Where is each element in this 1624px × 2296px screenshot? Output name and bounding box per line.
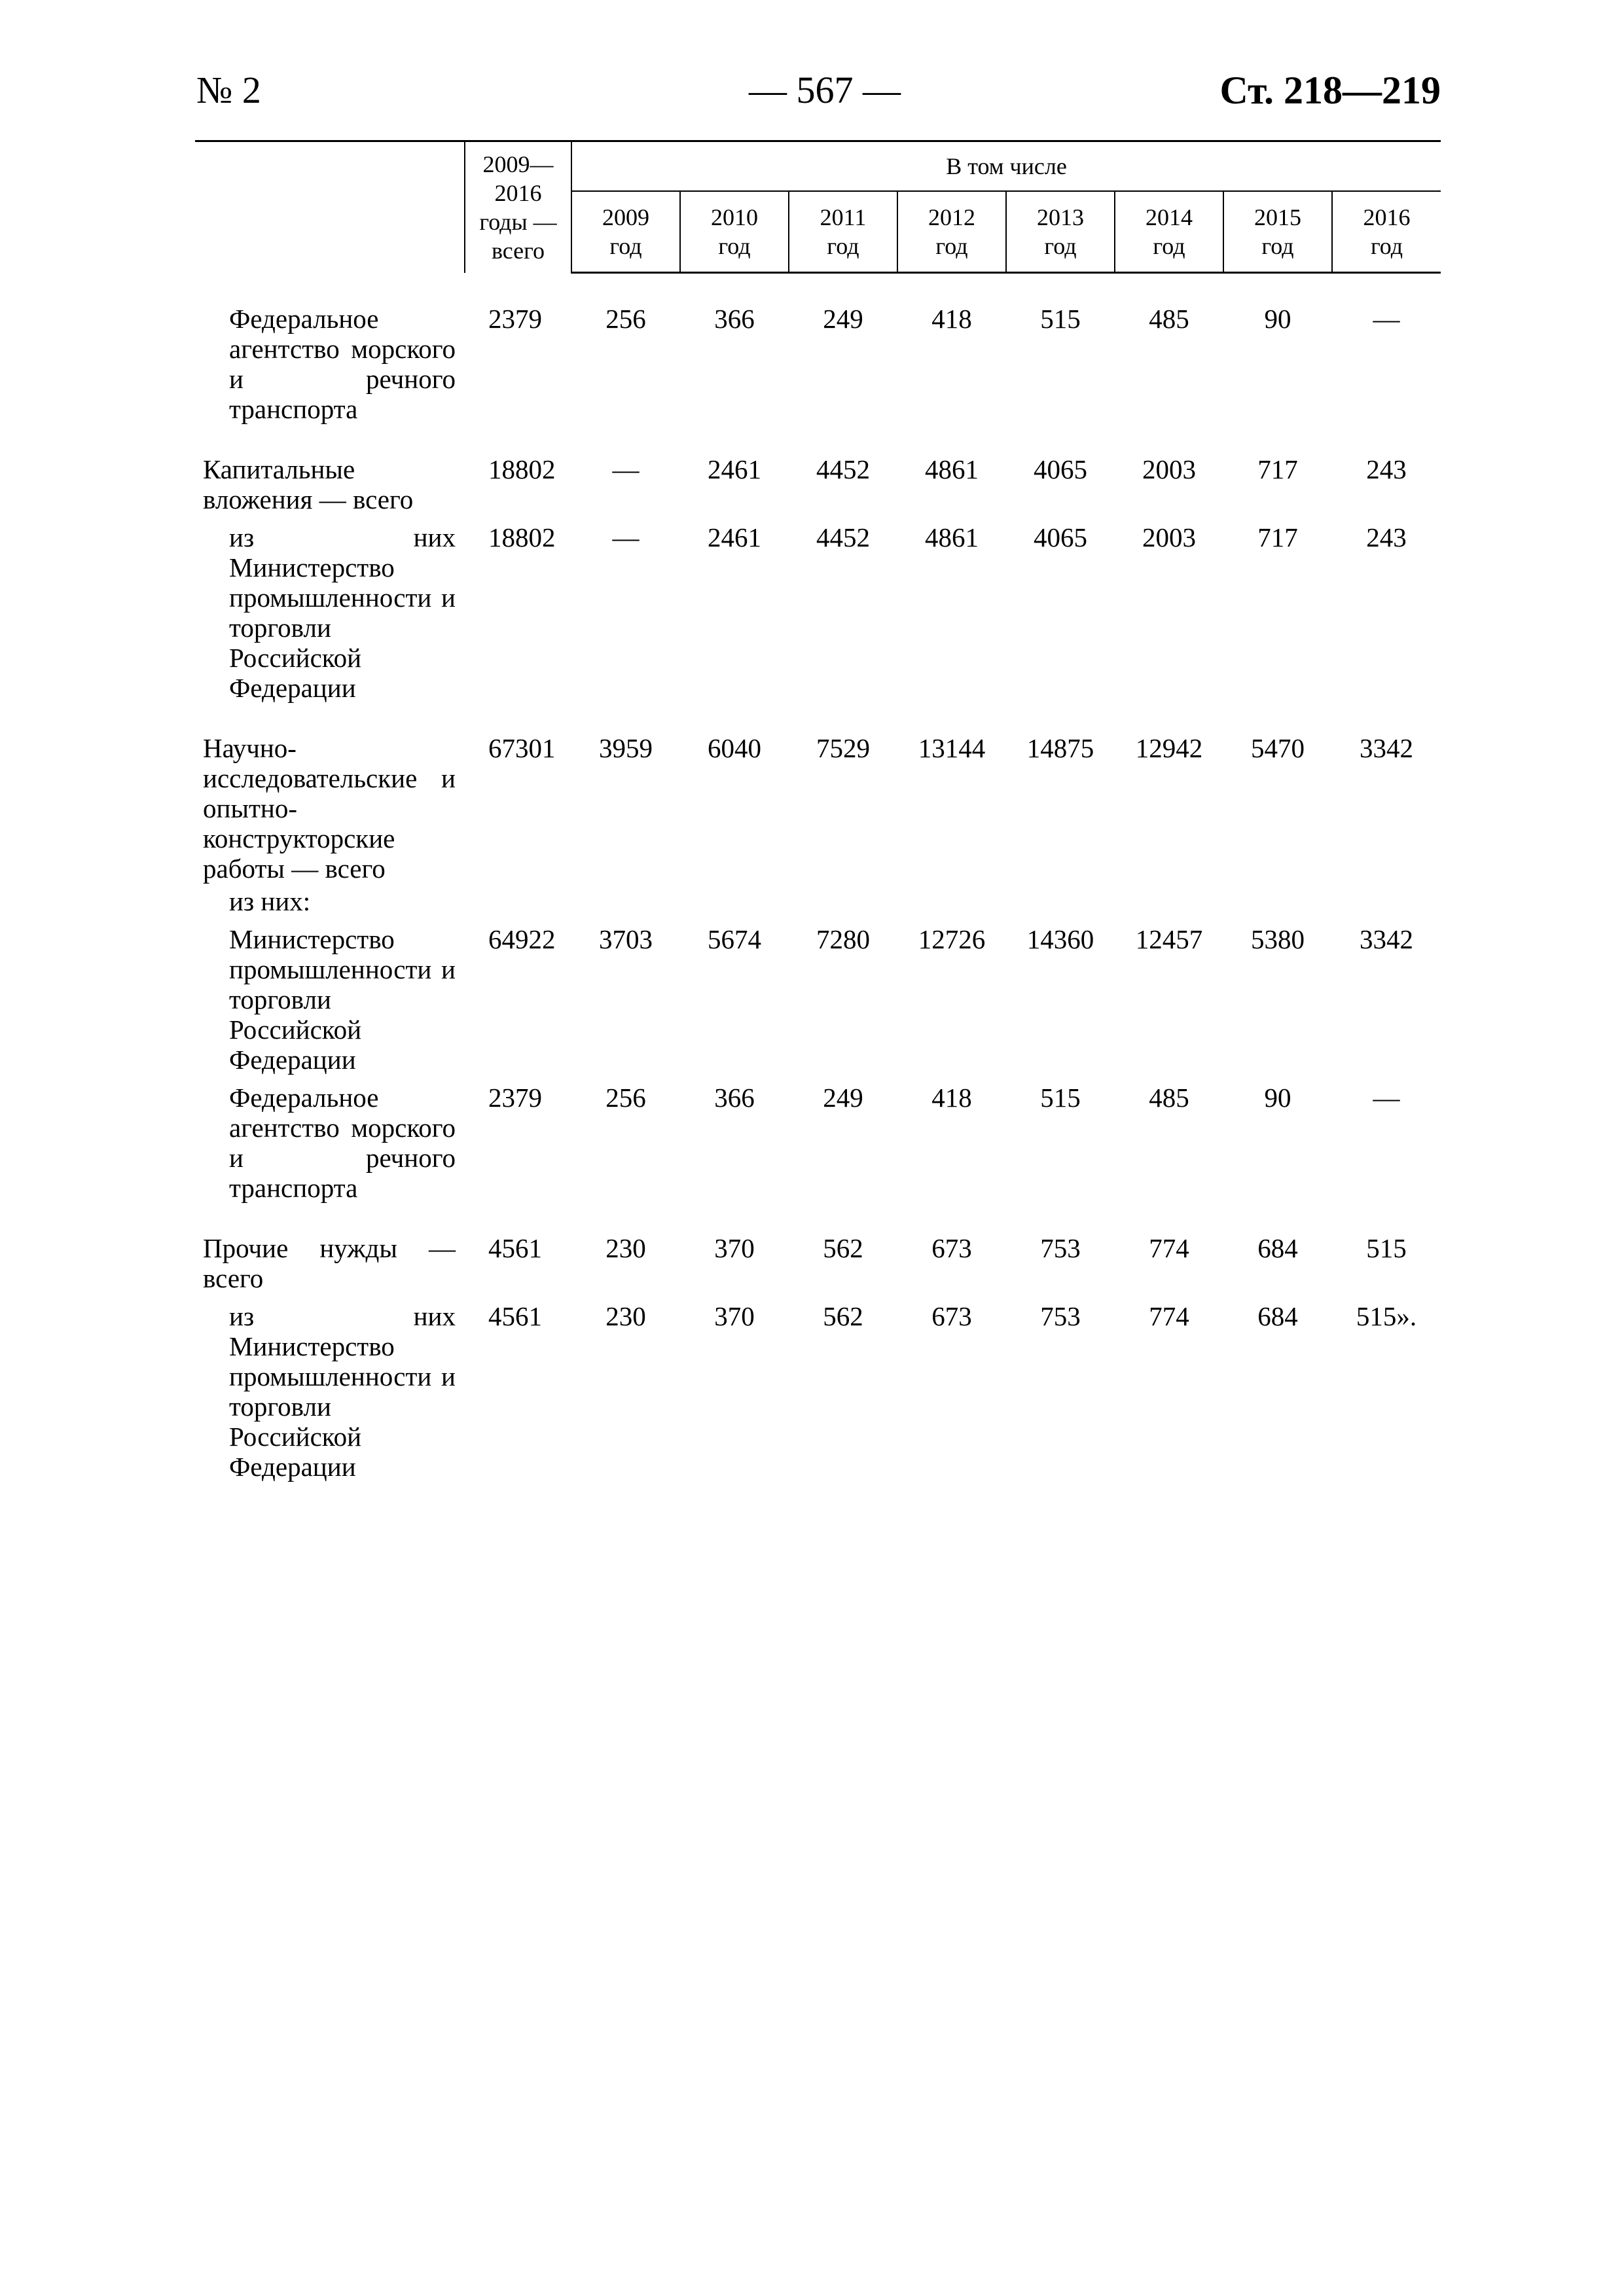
table-row [195, 514, 1441, 703]
row-value: 90 [1264, 1083, 1291, 1113]
total-column-header: 2009— 2016 годы — всего [465, 141, 571, 273]
row-value: 485 [1149, 304, 1189, 334]
row-value: 14360 [1026, 924, 1094, 954]
row-label: из них Министерство промышленности и торговли Российской Федерации [229, 1301, 456, 1482]
row-value: 370 [714, 1301, 755, 1331]
row-value: 753 [1040, 1233, 1081, 1263]
row-value: 370 [714, 1233, 755, 1263]
year-column-header: 2010 год [680, 191, 789, 273]
row-total: 18802 [488, 522, 556, 552]
row-value: 418 [931, 304, 972, 334]
row-value: — [612, 522, 640, 552]
row-value: 2461 [708, 522, 761, 552]
row-value: 3342 [1360, 733, 1414, 763]
row-value: 3959 [599, 733, 653, 763]
label-column-header [195, 141, 465, 273]
group-column-header: В том числе [571, 141, 1441, 192]
article-range: Ст. 218—219 [1219, 69, 1441, 112]
table-row [195, 1233, 1441, 1293]
row-total: 2379 [488, 1083, 542, 1113]
row-value: 3342 [1360, 924, 1414, 954]
row-total: 64922 [488, 924, 556, 954]
row-value: — [1373, 304, 1400, 334]
row-value: 2003 [1142, 454, 1196, 484]
row-value: 90 [1264, 304, 1291, 334]
table-row [195, 884, 1441, 916]
row-value: 3703 [599, 924, 653, 954]
row-value: 249 [823, 304, 863, 334]
row-value: 12726 [918, 924, 986, 954]
row-value: 2003 [1142, 522, 1196, 552]
row-value: 4065 [1034, 522, 1087, 552]
year-column-header: 2009 год [571, 191, 680, 273]
row-value: 515». [1356, 1301, 1417, 1331]
row-value: 366 [714, 1083, 755, 1113]
row-value: 5674 [708, 924, 761, 954]
row-value: 5470 [1251, 733, 1305, 763]
row-value: 2461 [708, 454, 761, 484]
row-label: Федеральное агентство морского и речного транспорта [229, 304, 456, 424]
funding-table [195, 140, 1441, 1482]
row-total: 4561 [488, 1233, 542, 1263]
row-value: 673 [931, 1233, 972, 1263]
table-row [195, 454, 1441, 514]
row-value: 14875 [1026, 733, 1094, 763]
year-column-header: 2014 год [1115, 191, 1223, 273]
row-value: 4065 [1034, 454, 1087, 484]
row-value: 485 [1149, 1083, 1189, 1113]
row-value: 418 [931, 1083, 972, 1113]
row-value: 5380 [1251, 924, 1305, 954]
row-value: 684 [1257, 1301, 1298, 1331]
row-value: 7529 [816, 733, 870, 763]
year-column-header: 2013 год [1006, 191, 1115, 273]
row-value: 717 [1257, 454, 1298, 484]
row-value: 256 [605, 1083, 646, 1113]
row-value: 562 [823, 1301, 863, 1331]
row-total: 67301 [488, 733, 556, 763]
row-label: Капитальные вложения — всего [203, 454, 414, 514]
row-value: 243 [1366, 522, 1407, 552]
row-value: 515 [1040, 1083, 1081, 1113]
row-value: 684 [1257, 1233, 1298, 1263]
issue-number: № 2 [196, 69, 261, 111]
year-column-header: 2016 год [1332, 191, 1441, 273]
row-label: из них: [229, 886, 311, 916]
row-value: 753 [1040, 1301, 1081, 1331]
row-value: 7280 [816, 924, 870, 954]
row-value: 4861 [925, 522, 979, 552]
row-label: Федеральное агентство морского и речного транспорта [229, 1083, 456, 1203]
row-value: 230 [605, 1301, 646, 1331]
row-value: 774 [1149, 1301, 1189, 1331]
row-value: 230 [605, 1233, 646, 1263]
row-value: 562 [823, 1233, 863, 1263]
row-value: 243 [1366, 454, 1407, 484]
row-value: 515 [1040, 304, 1081, 334]
row-total: 4561 [488, 1301, 542, 1331]
row-value: — [1373, 1083, 1400, 1113]
row-value: 4452 [816, 454, 870, 484]
row-value: 4452 [816, 522, 870, 552]
table-row [195, 1075, 1441, 1203]
table-row [195, 304, 1441, 424]
table-row [195, 1293, 1441, 1482]
table-row [195, 916, 1441, 1075]
row-label: Министерство промышленности и торговли Российской Федерации [229, 924, 456, 1075]
row-value: 774 [1149, 1233, 1189, 1263]
row-value: 366 [714, 304, 755, 334]
row-value: 4861 [925, 454, 979, 484]
table-row [195, 733, 1441, 884]
row-total: 18802 [488, 454, 556, 484]
row-value: — [612, 454, 640, 484]
year-column-header: 2015 год [1223, 191, 1332, 273]
row-label: Научно-исследовательские и опытно-конструкторские работы — всего [203, 733, 456, 884]
year-column-header: 2011 год [789, 191, 897, 273]
row-value: 12942 [1135, 733, 1203, 763]
year-column-header: 2012 год [897, 191, 1006, 273]
row-value: 6040 [708, 733, 761, 763]
row-value: 13144 [918, 733, 986, 763]
row-label: из них Министерство промышленности и торговли Российской Федерации [229, 522, 456, 703]
row-value: 249 [823, 1083, 863, 1113]
page-number: — 567 — [749, 69, 901, 111]
row-value: 256 [605, 304, 646, 334]
row-total: 2379 [488, 304, 542, 334]
row-label: Прочие нужды — всего [203, 1233, 456, 1293]
row-value: 12457 [1135, 924, 1203, 954]
row-value: 717 [1257, 522, 1298, 552]
row-value: 515 [1366, 1233, 1407, 1263]
row-value: 673 [931, 1301, 972, 1331]
